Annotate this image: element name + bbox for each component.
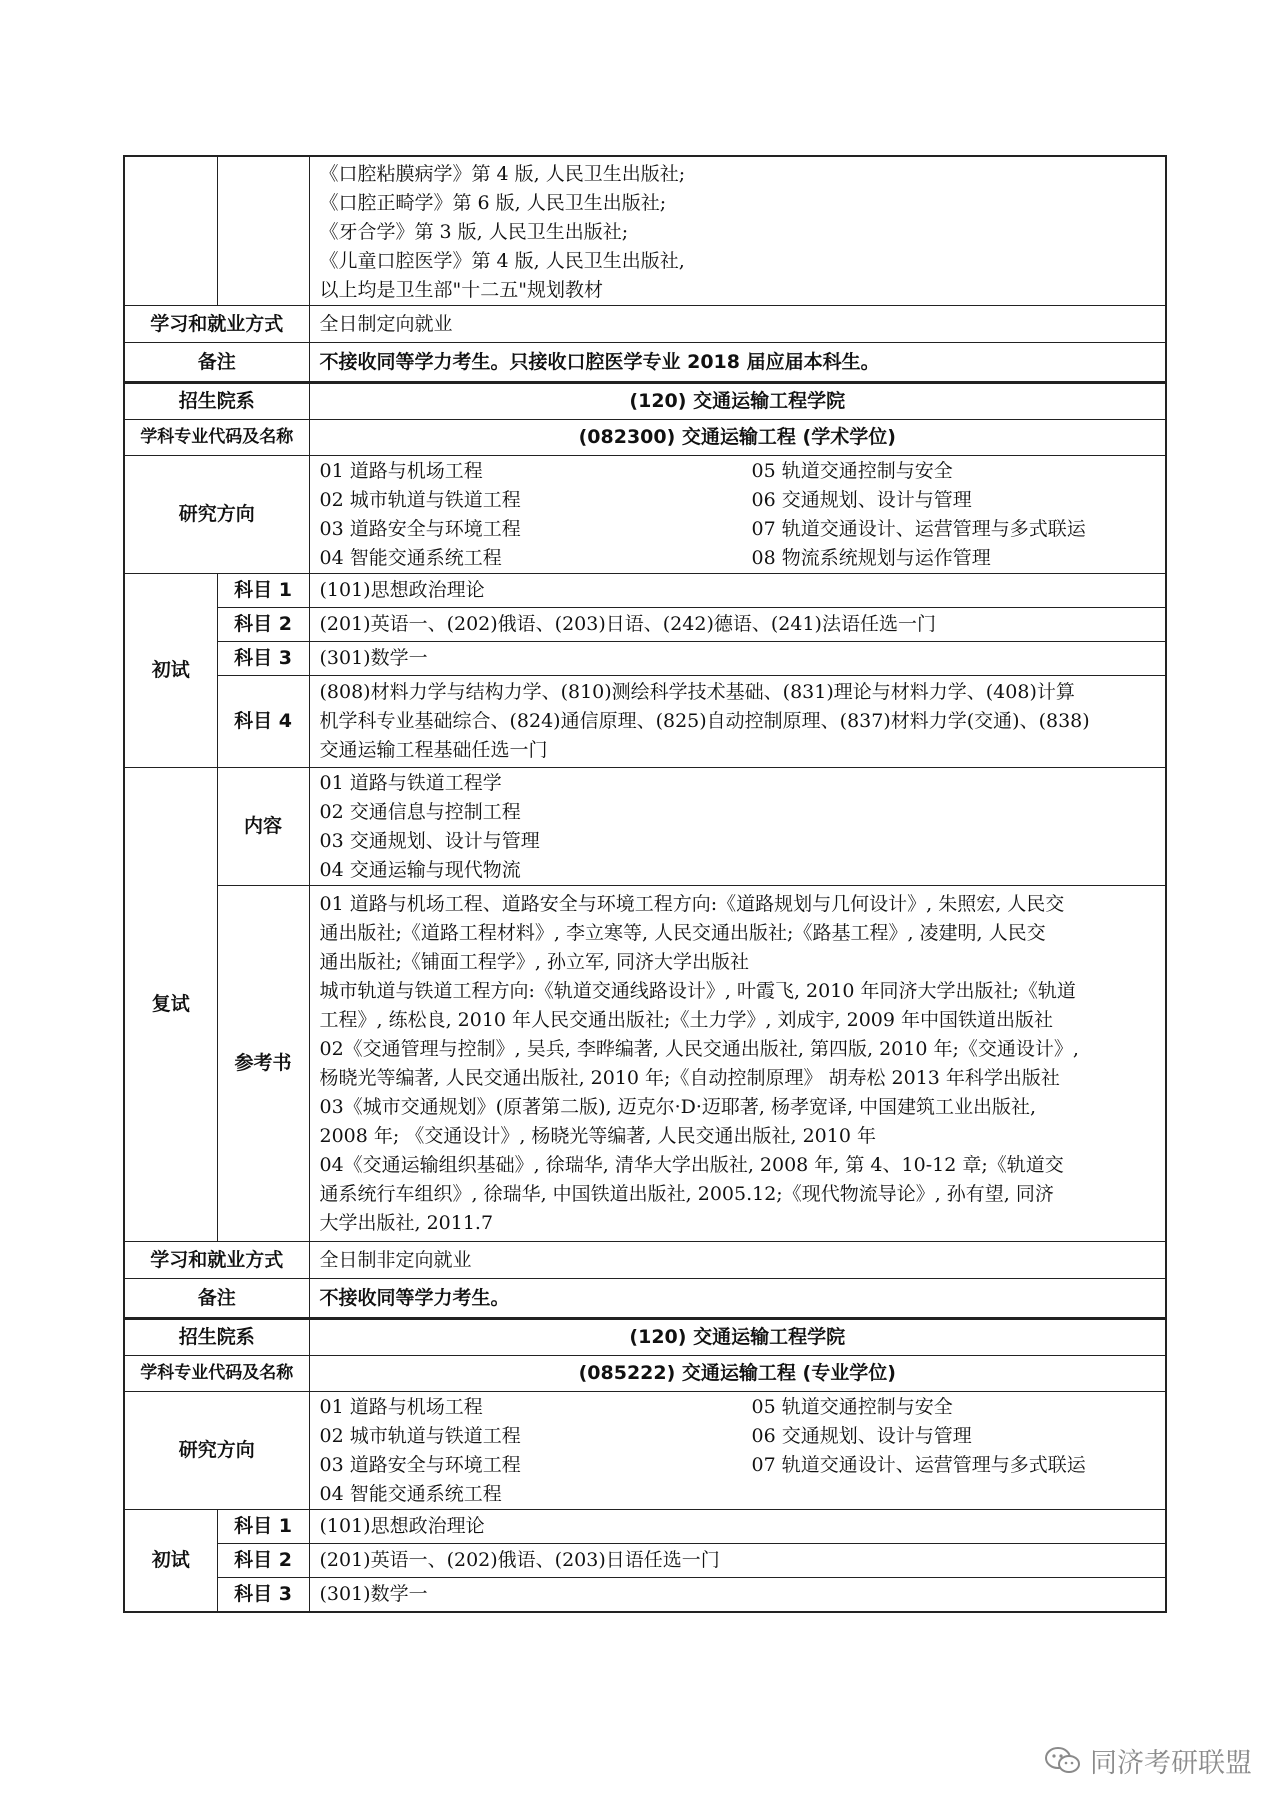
subject-label: 科目 3 bbox=[217, 642, 309, 676]
direction-label: 研究方向 bbox=[124, 1392, 309, 1510]
subject-value bbox=[309, 676, 1166, 768]
direction-item: 02 城市轨道与铁道工程 bbox=[319, 1424, 521, 1447]
books-cell bbox=[309, 886, 1166, 1242]
subject-label: 科目 4 bbox=[217, 676, 309, 768]
direction-item: 07 轨道交通设计、运营管理与多式联运 bbox=[751, 517, 1086, 540]
study-mode-value: 全日制非定向就业 bbox=[309, 1242, 1166, 1279]
ref-line: 《口腔粘膜病学》第 4 版, 人民卫生出版社; bbox=[319, 163, 686, 185]
note-label: 备注 bbox=[124, 1279, 309, 1319]
major-value: (082300) 交通运输工程 (学术学位) bbox=[309, 420, 1166, 456]
direction-item: 06 交通规划、设计与管理 bbox=[751, 488, 972, 511]
direction-item: 05 轨道交通控制与安全 bbox=[751, 1395, 953, 1418]
subject-line: (808)材料力学与结构力学、(810)测绘科学技术基础、(831)理论与材料力学、(408)计算 bbox=[319, 681, 1075, 703]
book-line: 03《城市交通规划》(原著第二版), 迈克尔·D·迈耶著, 杨孝宽译, 中国建筑工业出版社, bbox=[319, 1095, 1037, 1118]
direction-item: 04 智能交通系统工程 bbox=[319, 546, 502, 569]
direction-item: 05 轨道交通控制与安全 bbox=[751, 459, 953, 482]
watermark bbox=[1044, 1741, 1252, 1780]
content-line: 02 交通信息与控制工程 bbox=[319, 800, 521, 823]
direction-item: 04 智能交通系统工程 bbox=[319, 1482, 502, 1505]
subject-value: (201)英语一、(202)俄语、(203)日语、(242)德语、(241)法语任选一门 bbox=[309, 608, 1166, 642]
reference-books-cell bbox=[309, 156, 1166, 306]
subject-label: 科目 1 bbox=[217, 574, 309, 608]
book-line: 04《交通运输组织基础》, 徐瑞华, 清华大学出版社, 2008 年, 第 4、10-12 章;《轨道交 bbox=[319, 1153, 1064, 1176]
admission-table bbox=[123, 155, 1167, 1613]
book-line: 2008 年; 《交通设计》, 杨晓光等编著, 人民交通出版社, 2010 年 bbox=[319, 1124, 876, 1147]
direction-item: 01 道路与机场工程 bbox=[319, 459, 483, 482]
ref-line: 《儿童口腔医学》第 4 版, 人民卫生出版社, bbox=[319, 250, 685, 272]
study-mode-value: 全日制定向就业 bbox=[309, 306, 1166, 343]
wechat-icon bbox=[1044, 1746, 1082, 1776]
retest-label: 复试 bbox=[124, 768, 217, 1242]
college-label: 招生院系 bbox=[124, 383, 309, 420]
subject-line: 交通运输工程基础任选一门 bbox=[319, 739, 548, 761]
book-line: 工程》, 练松良, 2010 年人民交通出版社;《土力学》, 刘成宇, 2009 年中国铁道出版社 bbox=[319, 1008, 1054, 1031]
content-line: 04 交通运输与现代物流 bbox=[319, 858, 521, 881]
note-value: 不接收同等学力考生。只接收口腔医学专业 2018 届应届本科生。 bbox=[309, 343, 1166, 383]
book-line: 通系统行车组织》, 徐瑞华, 中国铁道出版社, 2005.12;《现代物流导论》, 孙有望, 同济 bbox=[319, 1182, 1054, 1205]
subject-line: 机学科专业基础综合、(824)通信原理、(825)自动控制原理、(837)材料力学(交通)、(838) bbox=[319, 710, 1090, 732]
direction-item: 02 城市轨道与铁道工程 bbox=[319, 488, 521, 511]
subject-value: (101)思想政治理论 bbox=[309, 574, 1166, 608]
book-line: 通出版社;《铺面工程学》, 孙立军, 同济大学出版社 bbox=[319, 950, 750, 973]
watermark-text: 同济考研联盟 bbox=[1090, 1748, 1252, 1779]
note-label: 备注 bbox=[124, 343, 309, 383]
subject-label: 科目 3 bbox=[217, 1578, 309, 1612]
subject-label: 科目 2 bbox=[217, 1544, 309, 1578]
subject-value: (301)数学一 bbox=[309, 642, 1166, 676]
book-line: 杨晓光等编著, 人民交通出版社, 2010 年;《自动控制原理》 胡寿松 2013 年科学出版社 bbox=[319, 1066, 1060, 1089]
book-line: 02《交通管理与控制》, 吴兵, 李晔编著, 人民交通出版社, 第四版, 2010 年;《交通设计》, bbox=[319, 1037, 1079, 1060]
ref-line: 以上均是卫生部"十二五"规划教材 bbox=[319, 279, 603, 301]
books-label: 参考书 bbox=[217, 886, 309, 1242]
subject-value: (101)思想政治理论 bbox=[309, 1510, 1166, 1544]
prelim-label: 初试 bbox=[124, 1510, 217, 1612]
subject-label: 科目 1 bbox=[217, 1510, 309, 1544]
book-line: 通出版社;《道路工程材料》, 李立寒等, 人民交通出版社;《路基工程》, 凌建明, 人民交 bbox=[319, 921, 1046, 944]
study-mode-label: 学习和就业方式 bbox=[124, 306, 309, 343]
direction-item bbox=[752, 1480, 1156, 1509]
direction-item: 01 道路与机场工程 bbox=[319, 1395, 483, 1418]
empty-cell bbox=[124, 156, 217, 306]
content-label: 内容 bbox=[217, 768, 309, 886]
major-label: 学科专业代码及名称 bbox=[124, 1356, 309, 1392]
content-line: 01 道路与铁道工程学 bbox=[319, 771, 502, 794]
book-line: 大学出版社, 2011.7 bbox=[319, 1211, 494, 1234]
direction-label: 研究方向 bbox=[124, 456, 309, 574]
college-label: 招生院系 bbox=[124, 1319, 309, 1356]
direction-item: 07 轨道交通设计、运营管理与多式联运 bbox=[751, 1453, 1086, 1476]
subject-value: (201)英语一、(202)俄语、(203)日语任选一门 bbox=[309, 1544, 1166, 1578]
study-mode-label: 学习和就业方式 bbox=[124, 1242, 309, 1279]
ref-line: 《口腔正畸学》第 6 版, 人民卫生出版社; bbox=[319, 192, 667, 214]
college-value: (120) 交通运输工程学院 bbox=[309, 1319, 1166, 1356]
book-line: 01 道路与机场工程、道路安全与环境工程方向:《道路规划与几何设计》, 朱照宏, 人民交 bbox=[319, 892, 1065, 915]
content-cell bbox=[309, 768, 1166, 886]
major-label: 学科专业代码及名称 bbox=[124, 420, 309, 456]
content-line: 03 交通规划、设计与管理 bbox=[319, 829, 540, 852]
directions-cell bbox=[309, 456, 1166, 574]
direction-item: 03 道路安全与环境工程 bbox=[319, 517, 521, 540]
book-line: 城市轨道与铁道工程方向:《轨道交通线路设计》, 叶霞飞, 2010 年同济大学出版社;《轨道 bbox=[319, 979, 1076, 1002]
prelim-label: 初试 bbox=[124, 574, 217, 768]
subject-label: 科目 2 bbox=[217, 608, 309, 642]
directions-cell bbox=[309, 1392, 1166, 1510]
ref-line: 《牙合学》第 3 版, 人民卫生出版社; bbox=[319, 221, 629, 243]
college-value: (120) 交通运输工程学院 bbox=[309, 383, 1166, 420]
subject-value: (301)数学一 bbox=[309, 1578, 1166, 1612]
major-value: (085222) 交通运输工程 (专业学位) bbox=[309, 1356, 1166, 1392]
direction-item: 03 道路安全与环境工程 bbox=[319, 1453, 521, 1476]
direction-item: 06 交通规划、设计与管理 bbox=[751, 1424, 972, 1447]
empty-cell bbox=[217, 156, 309, 306]
note-value: 不接收同等学力考生。 bbox=[309, 1279, 1166, 1319]
direction-item: 08 物流系统规划与运作管理 bbox=[751, 546, 991, 569]
